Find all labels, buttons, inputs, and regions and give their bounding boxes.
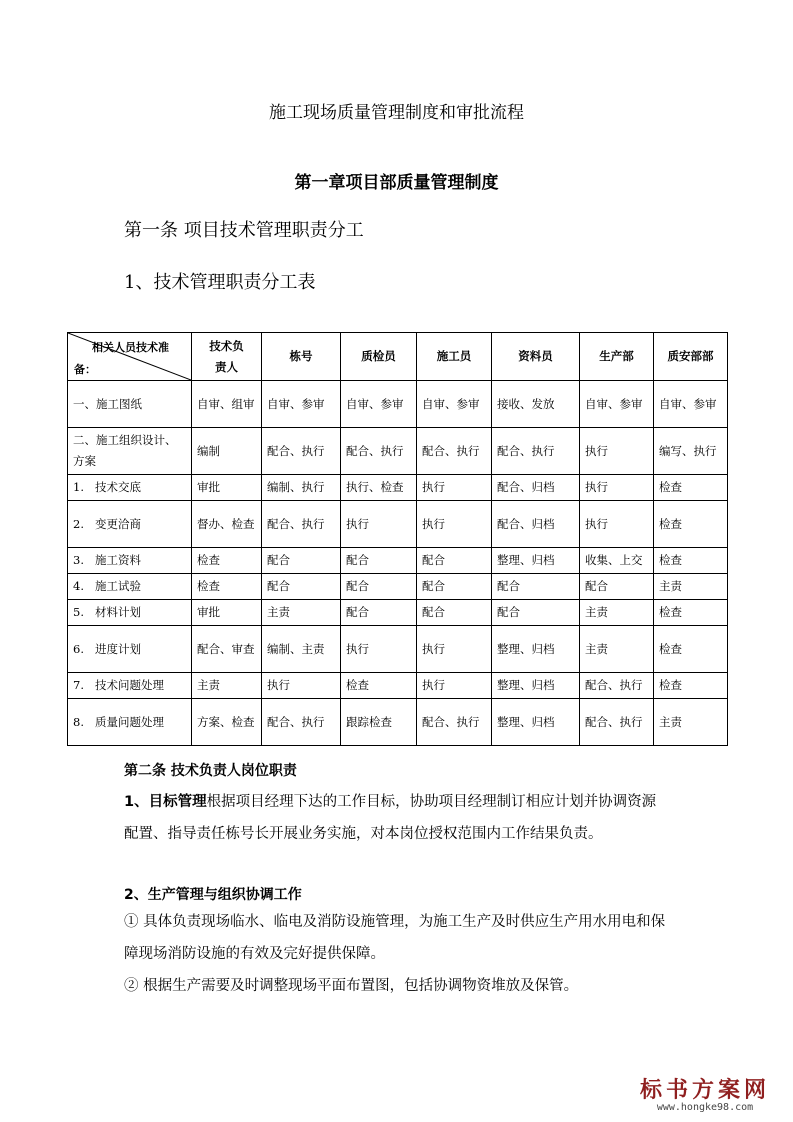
table-cell: 整理、归档 [492,673,580,699]
watermark-logo [630,1073,780,1113]
table-cell: 整理、归档 [492,699,580,746]
table-cell: 编制、主责 [262,626,341,673]
table-cell: 执行 [417,475,492,501]
table-cell: 主责 [654,699,728,746]
table-cell: 配合 [580,574,654,600]
table-cell: 检查 [654,600,728,626]
table-cell: 主责 [580,626,654,673]
row-label-cell: 8. 质量问题处理 [68,699,192,746]
table-cell: 审批 [192,475,262,501]
table-corner-cell [68,333,192,381]
table-cell: 执行、检查 [341,475,417,501]
watermark-title: 标书方案网 [639,1078,770,1103]
table-cell: 自审、参审 [654,381,728,428]
table-cell: 接收、发放 [492,381,580,428]
table-corner-label: 相关人员技术准备： [74,341,169,376]
table-cell: 检查 [654,626,728,673]
table-cell: 督办、检查 [192,501,262,548]
table-cell: 配合 [492,600,580,626]
header-cell: 生产部 [580,333,654,381]
table-cell: 自审、参审 [262,381,341,428]
table-cell: 配合、归档 [492,475,580,501]
section-1-title: 1、技术管理职责分工表 [124,272,316,293]
header-cell: 质检员 [341,333,417,381]
table-cell: 配合、执行 [417,699,492,746]
item-2-heading: 2、生产管理与组织协调工作 [124,887,302,903]
table-cell: 配合、执行 [341,428,417,475]
table-cell: 自审、参审 [580,381,654,428]
table-cell: 配合 [262,548,341,574]
table-cell: 主责 [192,673,262,699]
table-cell: 执行 [580,475,654,501]
table-cell: 编制 [192,428,262,475]
table-cell: 配合、执行 [417,428,492,475]
row-label-cell: 1. 技术交底 [68,475,192,501]
table-cell: 主责 [262,600,341,626]
table-cell: 检查 [654,475,728,501]
duty-table [67,332,728,746]
table-cell: 自审、参审 [341,381,417,428]
table-cell: 整理、归档 [492,626,580,673]
table-cell: 配合 [341,600,417,626]
table-cell: 配合 [417,600,492,626]
row-label-cell: 3. 施工资料 [68,548,192,574]
header-cell: 技术负责人 [192,333,262,381]
article-1-title: 第一条 项目技术管理职责分工 [124,220,364,241]
row-label-cell: 7. 技术问题处理 [68,673,192,699]
table-cell: 编写、执行 [654,428,728,475]
table-header-row [68,333,728,381]
table-cell: 执行 [262,673,341,699]
table-row [68,699,728,746]
table-row [68,600,728,626]
table-cell: 配合 [417,548,492,574]
table-cell: 配合 [341,548,417,574]
table-cell: 配合、执行 [262,428,341,475]
table-cell: 检查 [341,673,417,699]
table-cell: 编制、执行 [262,475,341,501]
table-row [68,501,728,548]
table-row [68,475,728,501]
header-cell: 施工员 [417,333,492,381]
row-label-cell: 5. 材料计划 [68,600,192,626]
row-label-cell: 二、施工组织设计、方案 [68,428,192,475]
table-cell: 检查 [654,548,728,574]
row-label-cell: 2. 变更洽商 [68,501,192,548]
table-cell: 检查 [654,501,728,548]
table-cell: 执行 [417,673,492,699]
table-cell: 执行 [417,501,492,548]
header-cell: 质安部部 [654,333,728,381]
item-2-paragraph-2: ② 根据生产需要及时调整现场平面布置图，包括协调物资堆放及保管。 [124,978,579,994]
row-label-cell: 4. 施工试验 [68,574,192,600]
table-cell: 配合 [417,574,492,600]
table-row [68,673,728,699]
table-cell: 自审、参审 [417,381,492,428]
table-cell: 配合、执行 [492,428,580,475]
table-cell: 配合、执行 [262,501,341,548]
table-cell: 检查 [192,574,262,600]
table-cell: 配合、执行 [580,673,654,699]
table-cell: 整理、归档 [492,548,580,574]
article-2-title: 第二条 技术负责人岗位职责 [124,763,297,779]
table-cell: 执行 [580,501,654,548]
table-cell: 配合、执行 [580,699,654,746]
table-cell: 配合 [492,574,580,600]
item-1-lead: 1、目标管理 [124,794,207,810]
table-cell: 检查 [192,548,262,574]
table-cell: 自审、组审 [192,381,262,428]
item-2-paragraph-1: ① 具体负责现场临水、临电及消防设施管理，为施工生产及时供应生产用水用电和保障现场消防设施的有效及完好提供保障。 [124,914,666,962]
item-1-text: 根据项目经理下达的工作目标，协助项目经理制订相应计划并协调资源配置、指导责任栋号长开展业务实施，对本岗位授权范围内工作结果负责。 [124,794,657,842]
table-cell: 检查 [654,673,728,699]
table-row [68,626,728,673]
table-cell: 执行 [417,626,492,673]
table-cell: 跟踪检查 [341,699,417,746]
table-cell: 配合 [262,574,341,600]
table-cell: 配合 [341,574,417,600]
table-cell: 主责 [654,574,728,600]
table-row [68,381,728,428]
table-cell: 执行 [341,626,417,673]
row-label-cell: 一、施工图纸 [68,381,192,428]
row-label-cell: 6. 进度计划 [68,626,192,673]
table-cell: 配合、审查 [192,626,262,673]
table-cell: 收集、上交 [580,548,654,574]
watermark-url: www.hongke98.com [656,1102,754,1113]
header-cell: 资料员 [492,333,580,381]
header-cell: 栋号 [262,333,341,381]
table-row [68,548,728,574]
table-row [68,428,728,475]
table-cell: 主责 [580,600,654,626]
table-cell: 执行 [341,501,417,548]
table-row [68,574,728,600]
table-cell: 配合、归档 [492,501,580,548]
table-cell: 执行 [580,428,654,475]
document-title: 施工现场质量管理制度和审批流程 [269,103,524,123]
table-cell: 配合、执行 [262,699,341,746]
item-1-paragraph [124,786,669,850]
chapter-title: 第一章项目部质量管理制度 [294,173,499,193]
table-cell: 方案、检查 [192,699,262,746]
table-cell: 审批 [192,600,262,626]
